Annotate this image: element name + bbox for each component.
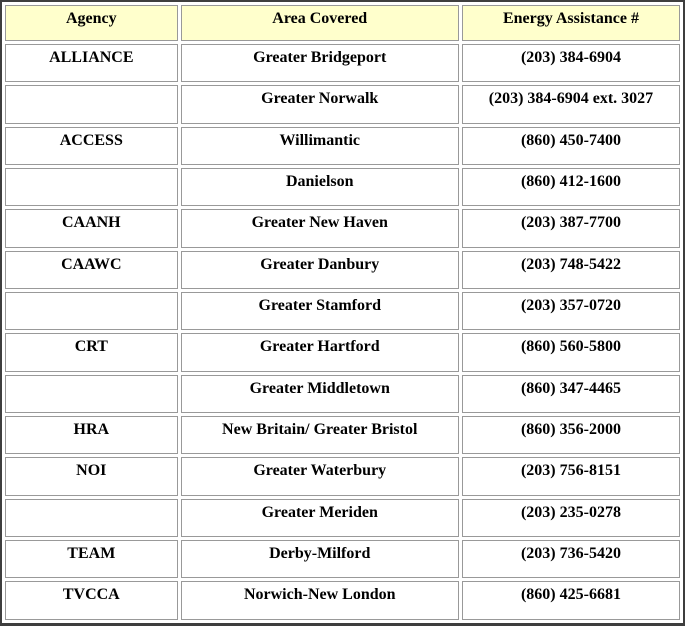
phone-cell: (203) 756-8151 (462, 457, 680, 495)
table-row (5, 499, 680, 537)
table-row (5, 209, 680, 247)
table-body (5, 44, 680, 620)
column-header-area-covered: Area Covered (181, 5, 459, 41)
agency-cell: TVCCA (5, 581, 178, 620)
phone-cell: (860) 450-7400 (462, 127, 680, 165)
header-row (5, 5, 680, 41)
phone-cell: (860) 412-1600 (462, 168, 680, 206)
area-cell: Greater Bridgeport (181, 44, 459, 82)
area-cell: Greater Middletown (181, 375, 459, 413)
area-cell: Greater Waterbury (181, 457, 459, 495)
agency-cell (5, 292, 178, 330)
table-row (5, 251, 680, 289)
phone-cell: (860) 356-2000 (462, 416, 680, 454)
phone-cell: (203) 736-5420 (462, 540, 680, 578)
area-cell: New Britain/ Greater Bristol (181, 416, 459, 454)
area-cell: Greater Meriden (181, 499, 459, 537)
table-row (5, 416, 680, 454)
phone-cell: (203) 357-0720 (462, 292, 680, 330)
phone-cell: (860) 560-5800 (462, 333, 680, 371)
agency-cell (5, 168, 178, 206)
agency-cell: TEAM (5, 540, 178, 578)
table-row (5, 333, 680, 371)
area-cell: Greater Norwalk (181, 85, 459, 123)
table-row (5, 581, 680, 620)
area-cell: Greater Stamford (181, 292, 459, 330)
agency-cell (5, 499, 178, 537)
area-cell: Greater Danbury (181, 251, 459, 289)
table-row (5, 292, 680, 330)
agency-cell: ALLIANCE (5, 44, 178, 82)
phone-cell: (203) 748-5422 (462, 251, 680, 289)
table-row (5, 44, 680, 82)
table-row (5, 540, 680, 578)
agency-cell: NOI (5, 457, 178, 495)
area-cell: Willimantic (181, 127, 459, 165)
agency-cell: CAAWC (5, 251, 178, 289)
area-cell: Greater New Haven (181, 209, 459, 247)
phone-cell: (860) 425-6681 (462, 581, 680, 620)
agency-cell (5, 85, 178, 123)
agency-cell: CAANH (5, 209, 178, 247)
phone-cell: (203) 384-6904 ext. 3027 (462, 85, 680, 123)
table-row (5, 457, 680, 495)
table-row (5, 127, 680, 165)
phone-cell: (203) 387-7700 (462, 209, 680, 247)
column-header-agency: Agency (5, 5, 178, 41)
area-cell: Danielson (181, 168, 459, 206)
table-row (5, 168, 680, 206)
phone-cell: (203) 235-0278 (462, 499, 680, 537)
table-row (5, 85, 680, 123)
area-cell: Greater Hartford (181, 333, 459, 371)
agency-cell: HRA (5, 416, 178, 454)
area-cell: Norwich-New London (181, 581, 459, 620)
table-row (5, 375, 680, 413)
table-header (5, 5, 680, 41)
agency-cell: CRT (5, 333, 178, 371)
phone-cell: (203) 384-6904 (462, 44, 680, 82)
area-cell: Derby-Milford (181, 540, 459, 578)
phone-cell: (860) 347-4465 (462, 375, 680, 413)
column-header-energy-assistance: Energy Assistance # (462, 5, 680, 41)
agency-cell (5, 375, 178, 413)
agency-cell: ACCESS (5, 127, 178, 165)
